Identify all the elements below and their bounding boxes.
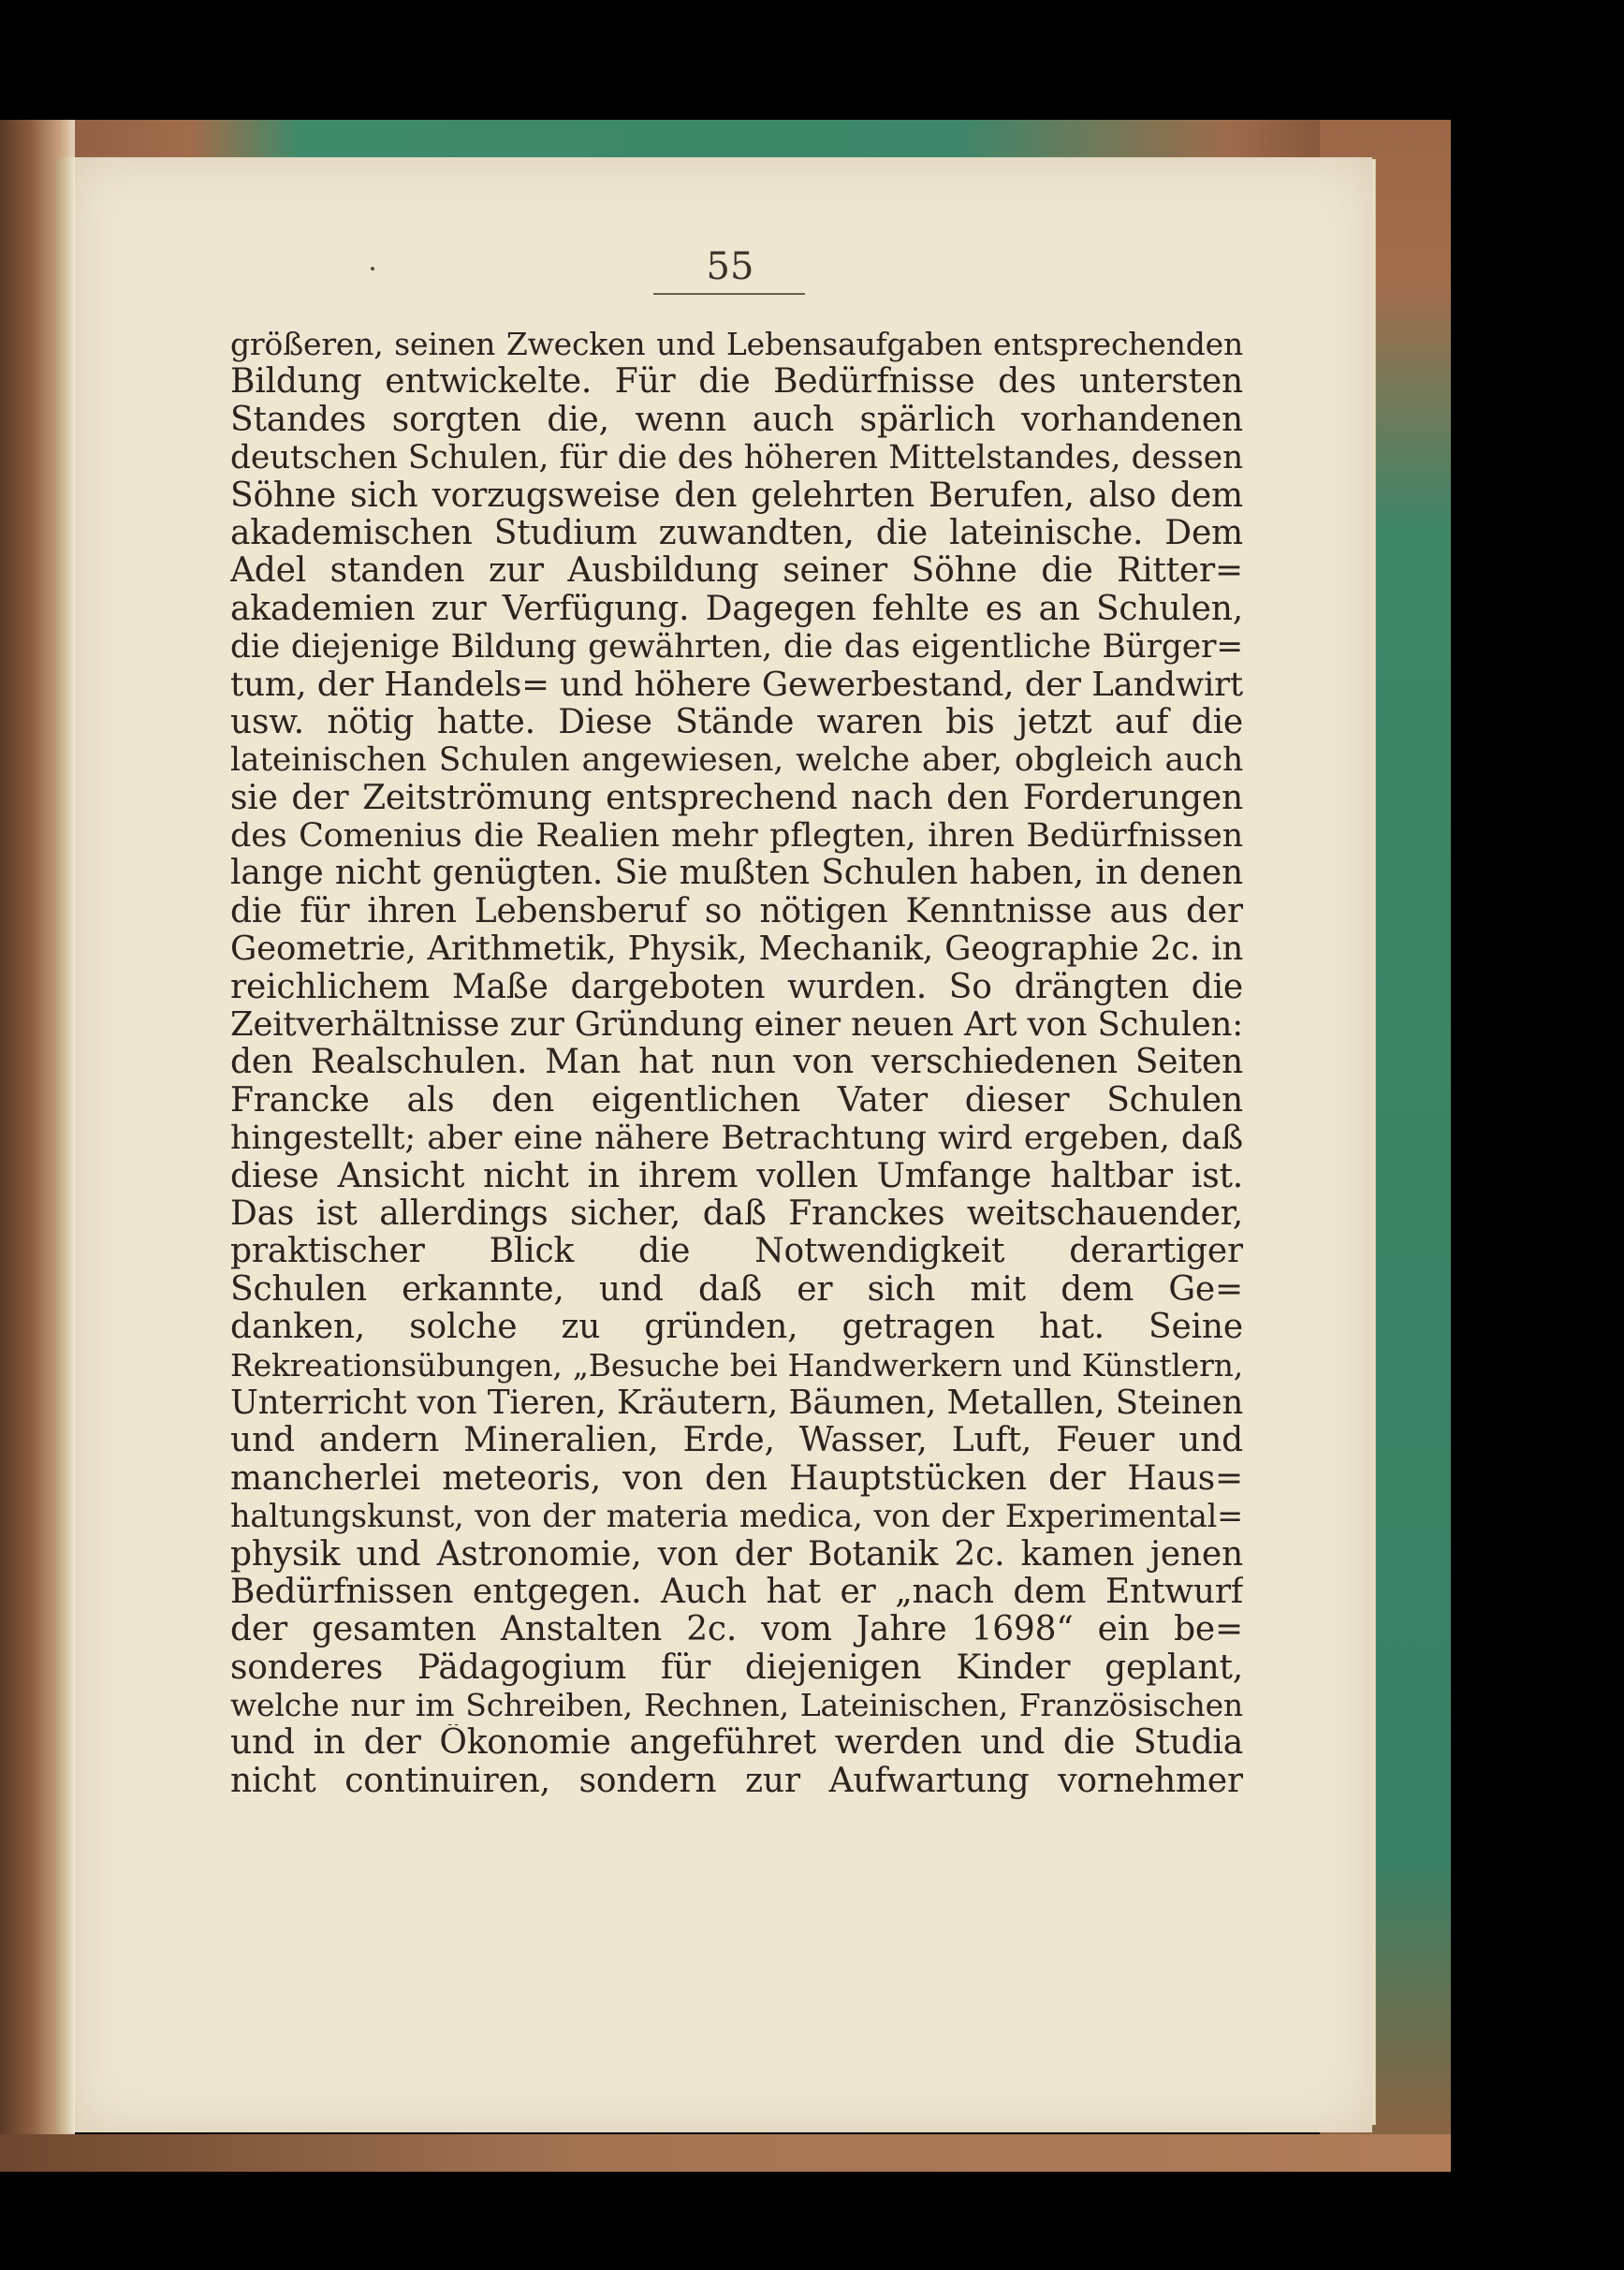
text-line: lateinischen Schulen angewiesen, welche aber, obgleich auch [230, 741, 1243, 780]
text-line: den Realschulen. Man hat nun von verschiedenen Seiten [230, 1044, 1243, 1082]
book-cover-top-edge [0, 120, 1367, 157]
text-line: praktischer Blick die Notwendigkeit derartiger [230, 1233, 1243, 1271]
text-line: und andern Mineralien, Erde, Wasser, Luft, Feuer und [230, 1422, 1243, 1460]
text-line: mancherlei meteoris, von den Hauptstücken der Haus= [230, 1459, 1243, 1498]
text-line: Adel standen zur Ausbildung seiner Söhne die Ritter= [230, 552, 1243, 591]
text-line: Standes sorgten die, wenn auch spärlich vorhandenen [230, 401, 1243, 439]
text-line: haltungskunst, von der materia medica, von der Experimental= [230, 1498, 1243, 1535]
text-line: Bildung entwickelte. Für die Bedürfnisse des untersten [230, 363, 1243, 402]
text-line: Schulen erkannte, und daß er sich mit dem Ge= [230, 1270, 1243, 1309]
text-line: des Comenius die Realien mehr pflegten, ihren Bedürfnissen [230, 817, 1243, 856]
text-line: sie der Zeitströmung entsprechend nach den Forderungen [230, 779, 1243, 817]
text-line: die für ihren Lebensberuf so nötigen Kenntnisse aus der [230, 892, 1243, 930]
book-cover-bottom-edge [0, 2134, 1451, 2172]
ink-speck [371, 267, 374, 271]
text-line: Geometrie, Arithmetik, Physik, Mechanik, Geographie 2c. in [230, 930, 1243, 969]
page-gutter [56, 157, 75, 2132]
text-line: lange nicht genügten. Sie mußten Schulen haben, in denen [230, 855, 1243, 893]
text-line: die diejenige Bildung gewährten, die das eigentliche Bürger= [230, 628, 1243, 666]
text-line: sonderes Pädagogium für diejenigen Kinder geplant, [230, 1648, 1243, 1687]
text-line: akademien zur Verfügung. Dagegen fehlte es an Schulen, [230, 590, 1243, 628]
text-line: der gesamten Anstalten 2c. vom Jahre 1698“ ein be= [230, 1611, 1243, 1649]
body-text [230, 326, 1243, 1800]
text-line: Unterricht von Tieren, Kräutern, Bäumen, Metallen, Steinen [230, 1384, 1243, 1422]
text-line: akademischen Studium zuwandten, die lateinische. Dem [230, 514, 1243, 552]
text-line: hingestellt; aber eine nähere Betrachtung wird ergeben, daß [230, 1120, 1243, 1158]
text-line: diese Ansicht nicht in ihrem vollen Umfange haltbar ist. [230, 1157, 1243, 1195]
text-line: und in der Ökonomie angeführet werden und die Studia [230, 1724, 1243, 1763]
text-line: welche nur im Schreiben, Rechnen, Lateinischen, Französischen [230, 1687, 1243, 1724]
text-line: nicht continuiren, sondern zur Aufwartung vornehmer [230, 1762, 1243, 1800]
text-line: physik und Astronomie, von der Botanik 2c. kamen jenen [230, 1535, 1243, 1574]
text-line: deutschen Schulen, für die des höheren Mittelstandes, dessen [230, 439, 1243, 477]
text-line: danken, solche zu gründen, getragen hat. Seine [230, 1309, 1243, 1347]
text-line: größeren, seinen Zwecken und Lebensaufgaben entsprechenden [230, 326, 1243, 362]
header-rule [653, 293, 805, 295]
text-line: Zeitverhältnisse zur Gründung einer neuen Art von Schulen: [230, 1006, 1243, 1045]
text-line: Das ist allerdings sicher, daß Franckes weitschauender, [230, 1194, 1243, 1233]
text-line: usw. nötig hatte. Diese Stände waren bis jetzt auf die [230, 703, 1243, 741]
page-number: 55 [706, 245, 754, 288]
text-line: reichlichem Maße dargeboten wurden. So drängten die [230, 968, 1243, 1006]
text-line: Söhne sich vorzugsweise den gelehrten Berufen, also dem [230, 476, 1243, 515]
text-line: Francke als den eigentlichen Vater dieser Schulen [230, 1081, 1243, 1120]
text-line: tum, der Handels= und höhere Gewerbestand, der Landwirt [230, 666, 1243, 704]
text-line: Rekreationsübungen, „Besuche bei Handwerkern und Künstlern, [230, 1346, 1243, 1384]
text-line: Bedürfnissen entgegen. Auch hat er „nach dem Entwurf [230, 1573, 1243, 1611]
